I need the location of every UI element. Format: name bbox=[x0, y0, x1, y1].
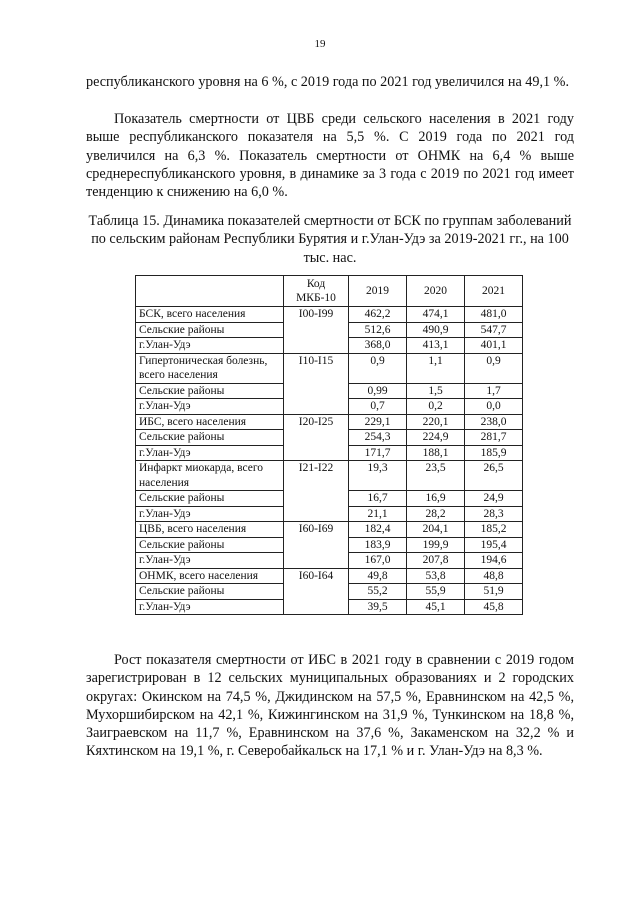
value-cell: 462,2 bbox=[349, 307, 407, 323]
value-cell: 19,3 bbox=[349, 461, 407, 491]
row-label: г.Улан-Удэ bbox=[136, 506, 284, 522]
value-cell: 185,9 bbox=[465, 445, 523, 461]
value-cell: 490,9 bbox=[407, 322, 465, 338]
value-cell: 0,99 bbox=[349, 383, 407, 399]
table-body bbox=[136, 307, 523, 615]
value-cell: 39,5 bbox=[349, 599, 407, 615]
value-cell: 413,1 bbox=[407, 338, 465, 354]
icd-code: I21-I22 bbox=[284, 461, 349, 522]
value-cell: 28,3 bbox=[465, 506, 523, 522]
value-cell: 204,1 bbox=[407, 522, 465, 538]
table-caption: Таблица 15. Динамика показателей смертности от БСК по группам заболеваний по сельским районам Республики Бурятия и г.Улан-Удэ за 2019-2021 гг., на 100 тыс. нас. bbox=[88, 213, 572, 266]
value-cell: 0,0 bbox=[465, 399, 523, 415]
row-label: ЦВБ, всего населения bbox=[136, 522, 284, 538]
value-cell: 199,9 bbox=[407, 537, 465, 553]
row-label: ИБС, всего населения bbox=[136, 414, 284, 430]
row-label: Гипертоническая болезнь, всего населения bbox=[136, 353, 284, 383]
row-label: г.Улан-Удэ bbox=[136, 553, 284, 569]
value-cell: 0,9 bbox=[465, 353, 523, 383]
value-cell: 1,1 bbox=[407, 353, 465, 383]
row-label: БСК, всего населения bbox=[136, 307, 284, 323]
table-row bbox=[136, 522, 523, 538]
mortality-table bbox=[135, 275, 523, 615]
value-cell: 229,1 bbox=[349, 414, 407, 430]
header-code: Код МКБ-10 bbox=[284, 276, 349, 307]
value-cell: 238,0 bbox=[465, 414, 523, 430]
value-cell: 220,1 bbox=[407, 414, 465, 430]
value-cell: 171,7 bbox=[349, 445, 407, 461]
icd-code: I00-I99 bbox=[284, 307, 349, 354]
value-cell: 26,5 bbox=[465, 461, 523, 491]
header-2019: 2019 bbox=[349, 276, 407, 307]
value-cell: 45,1 bbox=[407, 599, 465, 615]
row-label: Сельские районы bbox=[136, 584, 284, 600]
row-label: ОНМК, всего населения bbox=[136, 568, 284, 584]
header-2020: 2020 bbox=[407, 276, 465, 307]
value-cell: 53,8 bbox=[407, 568, 465, 584]
value-cell: 55,9 bbox=[407, 584, 465, 600]
row-label: г.Улан-Удэ bbox=[136, 445, 284, 461]
value-cell: 51,9 bbox=[465, 584, 523, 600]
row-label: Сельские районы bbox=[136, 430, 284, 446]
value-cell: 16,7 bbox=[349, 491, 407, 507]
value-cell: 45,8 bbox=[465, 599, 523, 615]
icd-code: I10-I15 bbox=[284, 353, 349, 414]
value-cell: 547,7 bbox=[465, 322, 523, 338]
table-row bbox=[136, 353, 523, 383]
value-cell: 1,7 bbox=[465, 383, 523, 399]
value-cell: 281,7 bbox=[465, 430, 523, 446]
header-name bbox=[136, 276, 284, 307]
page-number: 19 bbox=[314, 38, 326, 50]
table-row bbox=[136, 307, 523, 323]
value-cell: 28,2 bbox=[407, 506, 465, 522]
value-cell: 182,4 bbox=[349, 522, 407, 538]
value-cell: 16,9 bbox=[407, 491, 465, 507]
row-label: Сельские районы bbox=[136, 537, 284, 553]
value-cell: 207,8 bbox=[407, 553, 465, 569]
value-cell: 224,9 bbox=[407, 430, 465, 446]
value-cell: 474,1 bbox=[407, 307, 465, 323]
table-header-row bbox=[136, 276, 523, 307]
table-row bbox=[136, 568, 523, 584]
value-cell: 24,9 bbox=[465, 491, 523, 507]
row-label: Сельские районы bbox=[136, 322, 284, 338]
value-cell: 195,4 bbox=[465, 537, 523, 553]
value-cell: 401,1 bbox=[465, 338, 523, 354]
value-cell: 481,0 bbox=[465, 307, 523, 323]
icd-code: I20-I25 bbox=[284, 414, 349, 461]
value-cell: 188,1 bbox=[407, 445, 465, 461]
table-row bbox=[136, 414, 523, 430]
value-cell: 167,0 bbox=[349, 553, 407, 569]
value-cell: 512,6 bbox=[349, 322, 407, 338]
value-cell: 55,2 bbox=[349, 584, 407, 600]
value-cell: 48,8 bbox=[465, 568, 523, 584]
icd-code: I60-I69 bbox=[284, 522, 349, 569]
value-cell: 185,2 bbox=[465, 522, 523, 538]
value-cell: 368,0 bbox=[349, 338, 407, 354]
value-cell: 1,5 bbox=[407, 383, 465, 399]
value-cell: 194,6 bbox=[465, 553, 523, 569]
value-cell: 49,8 bbox=[349, 568, 407, 584]
row-label: Инфаркт миокарда, всего населения bbox=[136, 461, 284, 491]
value-cell: 0,7 bbox=[349, 399, 407, 415]
value-cell: 183,9 bbox=[349, 537, 407, 553]
row-label: Сельские районы bbox=[136, 491, 284, 507]
row-label: Сельские районы bbox=[136, 383, 284, 399]
header-2021: 2021 bbox=[465, 276, 523, 307]
row-label: г.Улан-Удэ bbox=[136, 338, 284, 354]
row-label: г.Улан-Удэ bbox=[136, 399, 284, 415]
paragraph-2: Показатель смертности от ЦВБ среди сельского населения в 2021 году выше республиканского показателя на 5,5 %. С 2019 года по 2021 год увеличился на 6,3 %. Показатель смертности от ОНМК на 6,4 % выше среднереспубликанского уровня, в динамике за 3 года с 2019 по 2021 год имеет тенденцию к снижению на 6,0 %. bbox=[86, 111, 574, 201]
value-cell: 0,9 bbox=[349, 353, 407, 383]
row-label: г.Улан-Удэ bbox=[136, 599, 284, 615]
value-cell: 0,2 bbox=[407, 399, 465, 415]
value-cell: 254,3 bbox=[349, 430, 407, 446]
icd-code: I60-I64 bbox=[284, 568, 349, 615]
table-row bbox=[136, 461, 523, 491]
paragraph-1: республиканского уровня на 6 %, с 2019 года по 2021 год увеличился на 49,1 %. bbox=[86, 74, 570, 90]
value-cell: 23,5 bbox=[407, 461, 465, 491]
paragraph-3: Рост показателя смертности от ИБС в 2021 году в сравнении с 2019 годом зарегистрирован в 12 сельских муниципальных образованиях и 2 городских округах: Окинском на 74,5 %, Джидинском на 57,5 %, Еравнинском на 42,5 %, Мухоршибирском на 42,1 %, Кижингинском на 31,9 %, Тункинском на 18,8 %, Заиграевском на 11,7 %, Еравнинском на 37,6 %, Закаменском на 32,2 % и Кяхтинском на 19,1 %, г. Северобайкальск на 17,1 % и г. Улан-Удэ на 8,3 %. bbox=[86, 652, 574, 760]
value-cell: 21,1 bbox=[349, 506, 407, 522]
